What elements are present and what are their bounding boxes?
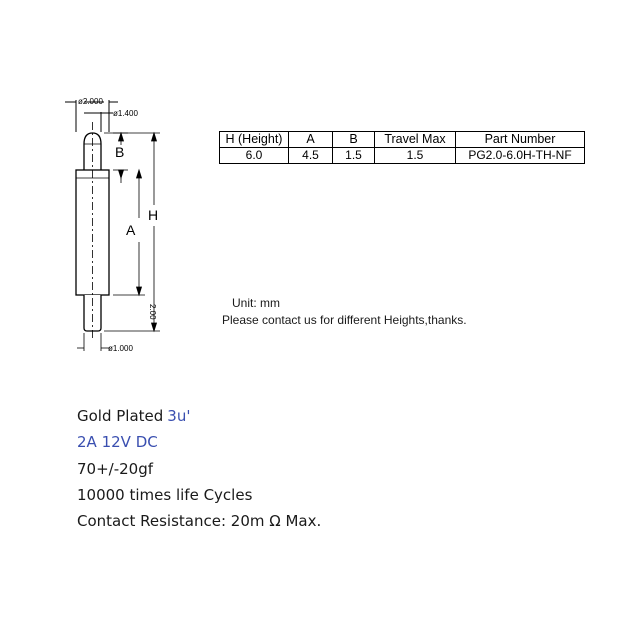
cell-height: 6.0 [220,148,289,164]
cell-a: 4.5 [289,148,333,164]
dim-tail-length: 2.00 [148,304,157,320]
dim-tail-diameter: ø1.000 [108,344,133,353]
plating-thickness: 3u' [167,407,191,425]
header-height: H (Height) [220,132,289,148]
cell-travel-max: 1.5 [375,148,456,164]
bottom-dimension [77,333,110,351]
resistance-spec: Contact Resistance: 20m Ω Max. [77,512,322,530]
contact-note: Please contact us for different Heights,thanks. [222,313,467,327]
header-travel-max: Travel Max [375,132,456,148]
plating-label: Gold Plated [77,407,164,425]
dim-outer-diameter: ø2.000 [78,97,103,106]
dim-label-h: H [148,207,159,223]
dim-label-a: A [126,222,136,238]
cell-part-number: PG2.0-6.0H-TH-NF [456,148,585,164]
spec-table [219,131,585,164]
dim-label-b: B [115,144,125,160]
unit-note: Unit: mm [232,296,280,310]
header-a: A [289,132,333,148]
cell-b: 1.5 [333,148,375,164]
dim-tip-diameter: ø1.400 [113,109,138,118]
electrical-spec: 2A 12V DC [77,433,158,451]
header-part-number: Part Number [456,132,585,148]
force-spec: 70+/-20gf [77,460,154,478]
plating-spec [77,407,190,425]
spec-table-header [220,132,585,148]
header-b: B [333,132,375,148]
life-spec: 10000 times life Cycles [77,486,253,504]
table-row [220,148,585,164]
